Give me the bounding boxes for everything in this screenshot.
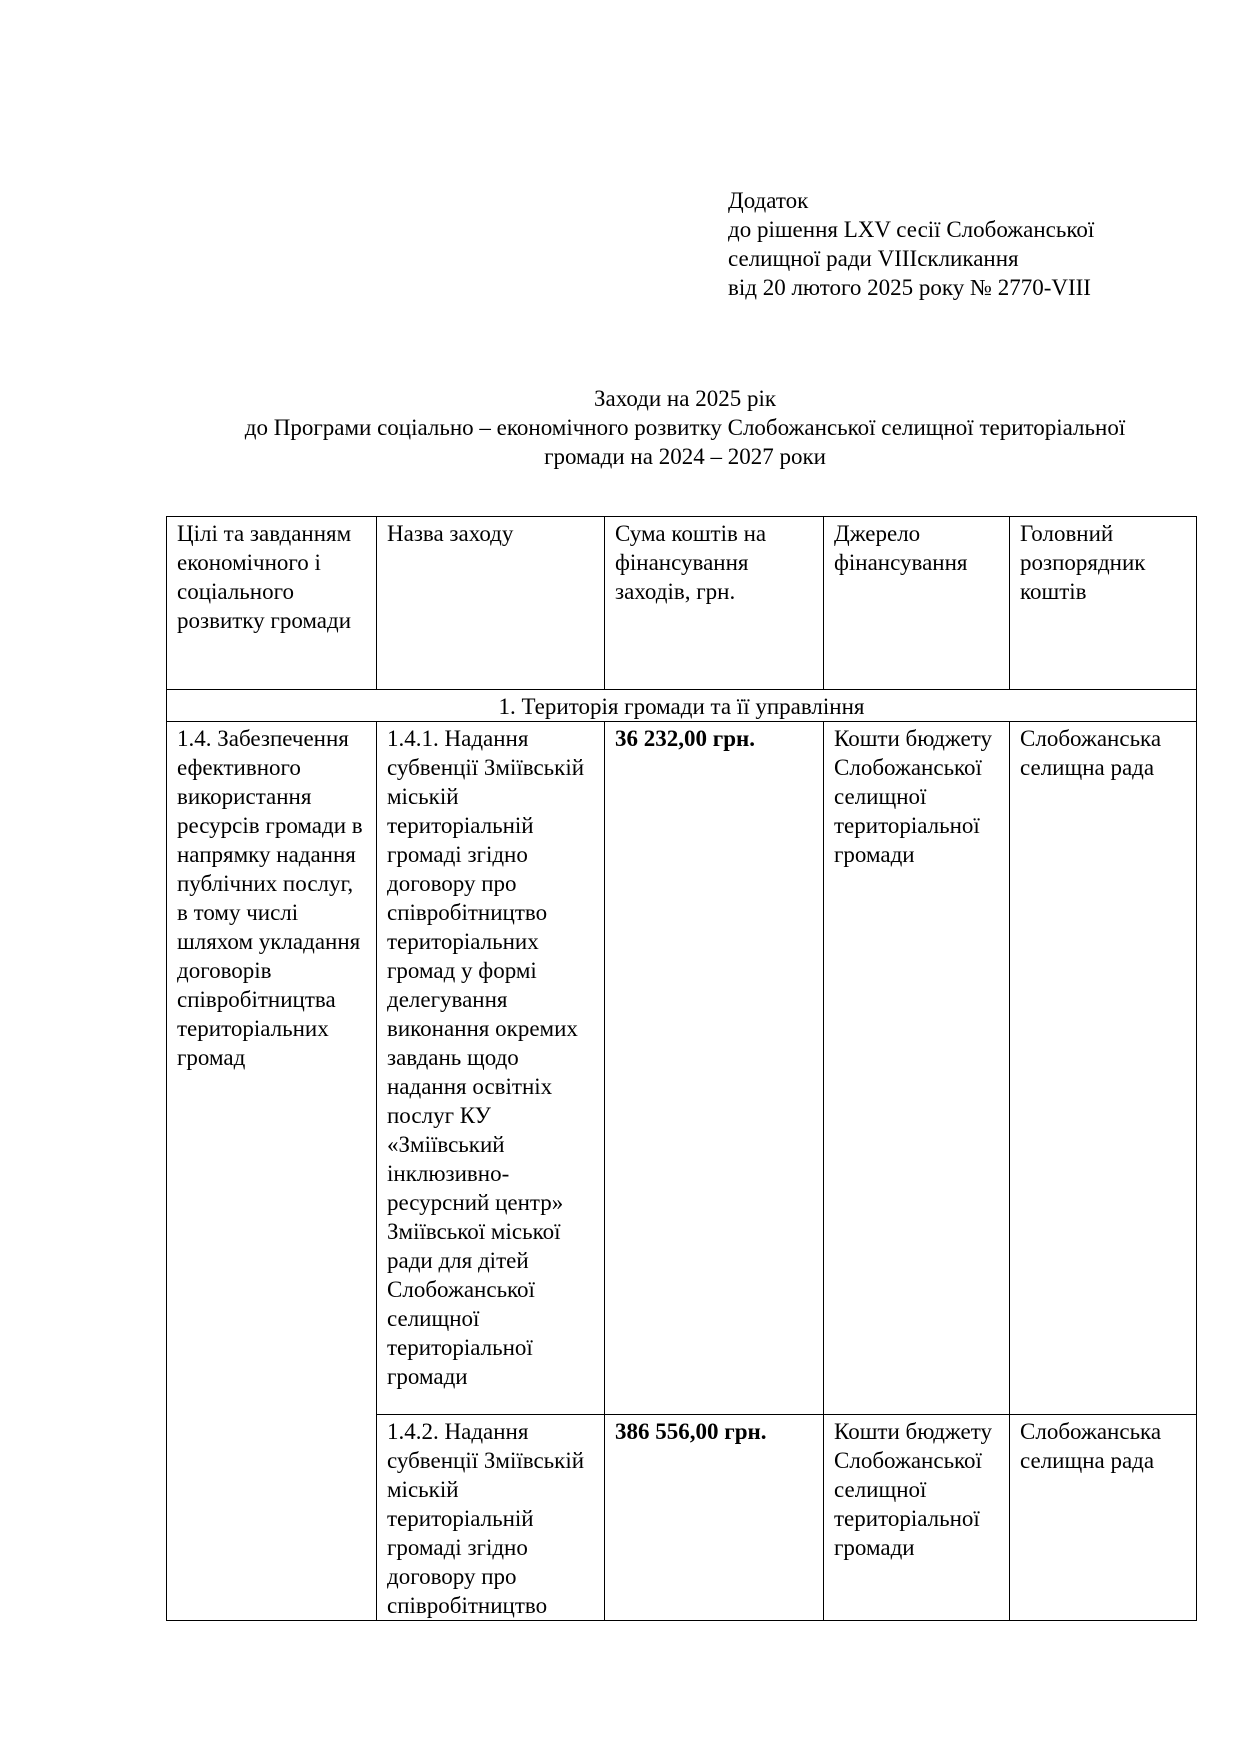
measures-table xyxy=(166,516,1197,1621)
document-heading xyxy=(150,384,1220,471)
heading-line-3: громади на 2024 – 2027 роки xyxy=(544,444,826,469)
table-header-row xyxy=(167,517,1197,690)
appendix-decision-line: до рішення LXV сесії Слобожанської xyxy=(728,217,1095,242)
header-budget-manager: Головний розпорядник коштів xyxy=(1010,517,1197,690)
heading-line-1: Заходи на 2025 рік xyxy=(593,386,777,411)
section-row xyxy=(167,690,1197,722)
appendix-date-line: від 20 лютого 2025 року № 2770-VIII xyxy=(728,275,1091,300)
measure-cell: 1.4.1. Надання субвенції Зміївській міській територіальній громаді згідно договору про співробітництво територіальних громад у формі делегування виконання окремих завдань щодо надання освітніх послуг КУ «Зміївський інклюзивно-ресурсний центр» Зміївської міської ради для дітей Слобожанської селищної територіальної громади xyxy=(377,722,605,1415)
section-title: 1. Територія громади та її управління xyxy=(167,690,1197,722)
appendix-council-line: селищної ради VIIIскликання xyxy=(728,246,1019,271)
goal-cell: 1.4. Забезпечення ефективного використання ресурсів громади в напрямку надання публічних послуг, в тому числі шляхом укладання договорів співробітництва територіальних громад xyxy=(167,722,377,1621)
amount-cell: 386 556,00 грн. xyxy=(605,1415,824,1621)
manager-cell: Слобожанська селищна рада xyxy=(1010,722,1197,1415)
source-cell: Кошти бюджету Слобожанської селищної територіальної громади xyxy=(824,1415,1010,1621)
heading-line-2: до Програми соціально – економічного розвитку Слобожанської селищної територіальної xyxy=(244,415,1126,440)
measure-cell: 1.4.2. Надання субвенції Зміївській міській територіальній громаді згідно договору про співробітництво xyxy=(377,1415,605,1621)
header-measure-name: Назва заходу xyxy=(377,517,605,690)
amount-cell: 36 232,00 грн. xyxy=(605,722,824,1415)
table-row xyxy=(167,722,1197,1415)
header-funding-source: Джерело фінансування xyxy=(824,517,1010,690)
header-goals: Цілі та завданням економічного і соціального розвитку громади xyxy=(167,517,377,690)
header-amount: Сума коштів на фінансування заходів, грн. xyxy=(605,517,824,690)
appendix-note xyxy=(728,186,1094,302)
source-cell: Кошти бюджету Слобожанської селищної територіальної громади xyxy=(824,722,1010,1415)
appendix-title: Додаток xyxy=(728,188,809,213)
manager-cell: Слобожанська селищна рада xyxy=(1010,1415,1197,1621)
